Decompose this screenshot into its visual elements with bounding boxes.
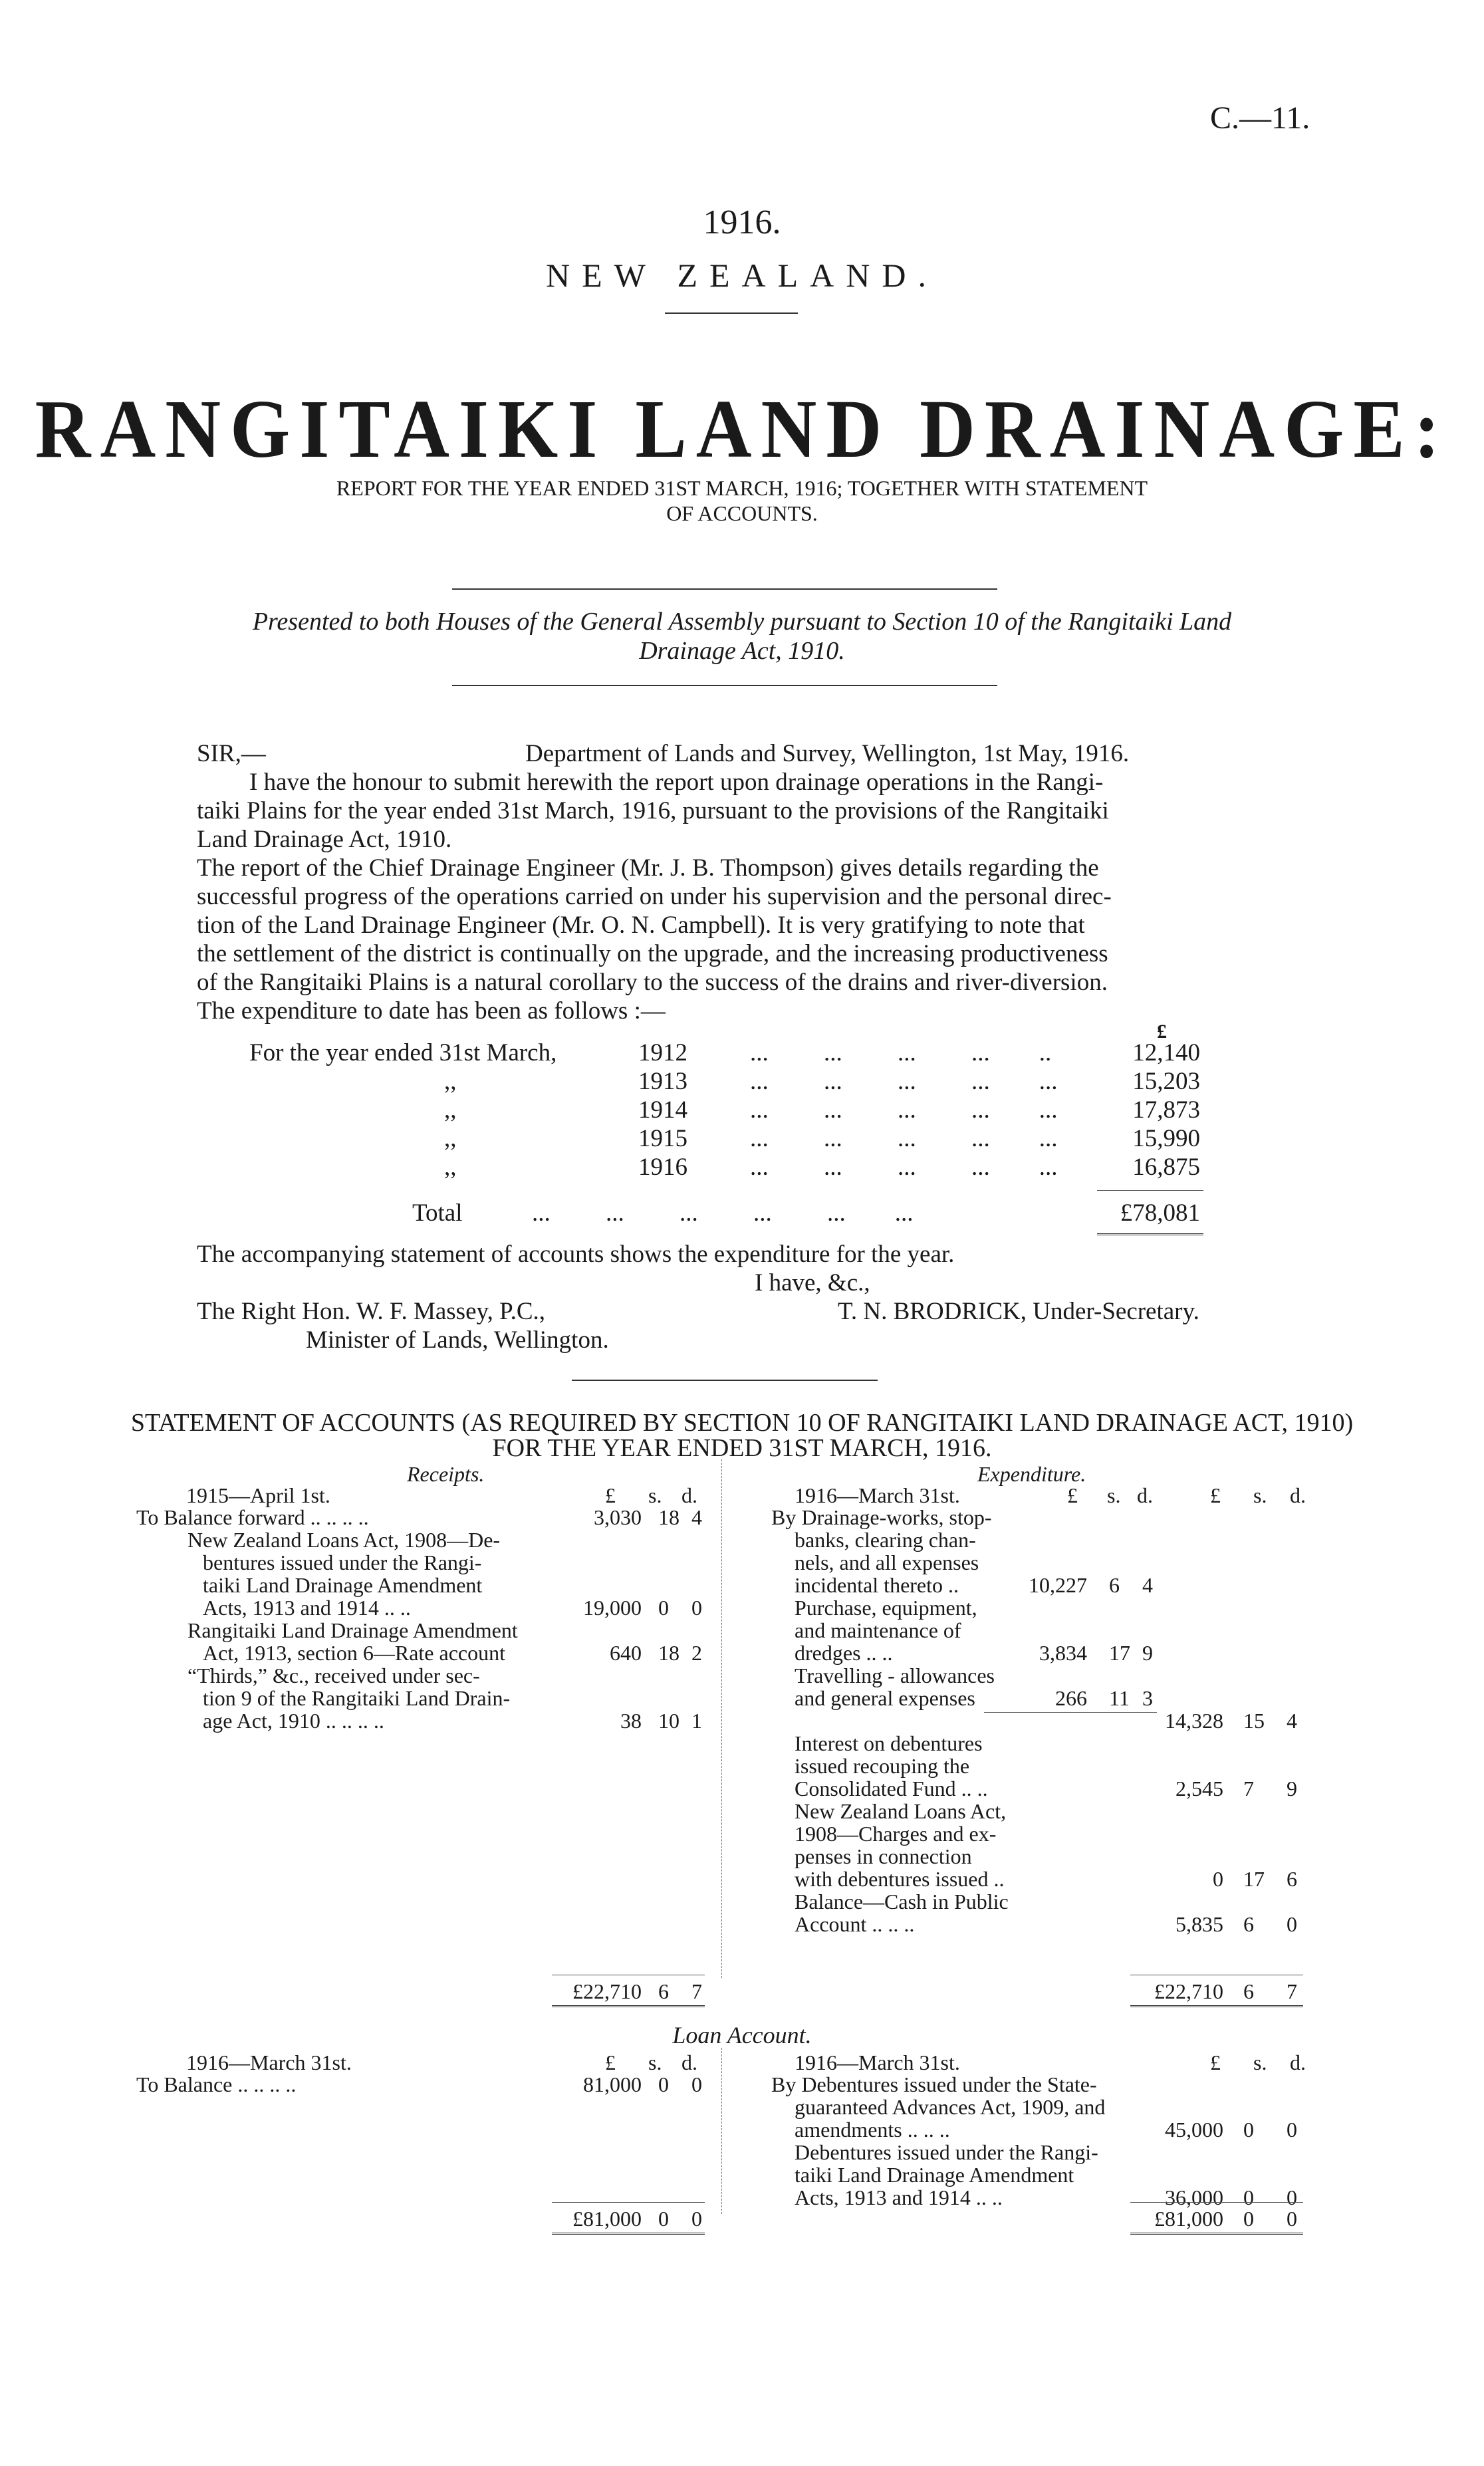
col-pence: d. — [1137, 1483, 1153, 1507]
expenditure-subtotal-pounds: 266 — [1055, 1686, 1087, 1710]
letter-paragraph-line: of the Rangitaiki Plains is a natural corollary to the success of the drains and river-diversion. — [197, 969, 1108, 996]
expenditure-label: ,, — [444, 1096, 457, 1124]
expenditure-shillings: 17 — [1243, 1867, 1265, 1891]
expenditure-pounds: 14,328 — [1165, 1709, 1223, 1733]
total-label: Total — [412, 1199, 463, 1227]
receipts-pounds: 3,030 — [594, 1505, 642, 1529]
expenditure-subtotal-pounds: 10,227 — [1029, 1573, 1087, 1597]
col-pound: £ — [605, 2050, 616, 2074]
divider — [572, 1380, 878, 1381]
col-shilling: s. — [1253, 2050, 1267, 2074]
double-rule — [1130, 2233, 1303, 2237]
expenditure-line: Travelling - allowances — [795, 1664, 995, 1687]
letter-salutation: SIR,— — [197, 740, 266, 767]
double-rule — [1097, 1233, 1203, 1238]
expenditure-line: Consolidated Fund .. .. — [795, 1777, 988, 1800]
loan-expenditure-pounds: 45,000 — [1165, 2118, 1223, 2142]
expenditure-total-pounds: £22,710 — [1154, 1979, 1223, 2003]
expenditure-subtotal-shillings: 6 — [1109, 1573, 1120, 1597]
loan-expenditure-shillings: 0 — [1243, 2185, 1254, 2209]
letter-paragraph-line: successful progress of the operations carried on under his supervision and the personal direc- — [197, 883, 1112, 910]
presented-line-1: Presented to both Houses of the General Assembly pursuant to Section 10 of the Rangitaiki Land — [252, 608, 1232, 636]
col-pence: d. — [681, 1483, 697, 1507]
receipts-line: “Thirds,” &c., received under sec- — [187, 1664, 480, 1687]
expenditure-line: incidental thereto .. — [795, 1573, 959, 1597]
loan-expenditure-total-pounds: £81,000 — [1154, 2207, 1223, 2231]
loan-expenditure-pence: 0 — [1287, 2118, 1297, 2142]
expenditure-line: 1908—Charges and ex- — [795, 1822, 997, 1846]
loan-receipts-total-pounds: £81,000 — [572, 2207, 642, 2231]
receipts-date: 1915—April 1st. — [186, 1483, 330, 1507]
subtitle-line-2: OF ACCOUNTS. — [666, 501, 818, 525]
expenditure-shillings: 6 — [1243, 1912, 1254, 1936]
receipts-pence: 0 — [691, 1596, 702, 1620]
expenditure-pence: 9 — [1287, 1777, 1297, 1800]
expenditure-shillings: 15 — [1243, 1709, 1265, 1733]
expenditure-subtotal-pounds: 3,834 — [1039, 1641, 1087, 1665]
double-rule — [1130, 2005, 1303, 2010]
loan-receipts-date: 1916—March 31st. — [186, 2050, 352, 2074]
receipts-shillings: 18 — [658, 1641, 680, 1665]
col-shilling: s. — [648, 2050, 662, 2074]
col-pence: d. — [681, 2050, 697, 2074]
expenditure-subtotal-pence: 3 — [1142, 1686, 1153, 1710]
receipts-pence: 4 — [691, 1505, 702, 1529]
sum-rule — [1097, 1190, 1203, 1191]
leader-dots: ... ... ... ... ... — [750, 1125, 1058, 1152]
loan-receipts-total-pence: 0 — [691, 2207, 702, 2231]
loan-receipts-pence: 0 — [691, 2072, 702, 2096]
receipts-line: age Act, 1910 .. .. .. .. — [203, 1709, 384, 1733]
expenditure-line: dredges .. .. — [795, 1641, 893, 1665]
expenditure-shillings: 7 — [1243, 1777, 1254, 1800]
expenditure-line: and general expenses — [795, 1686, 975, 1710]
letter-paragraph-line: The report of the Chief Drainage Engineer (Mr. J. B. Thompson) gives details regarding the — [197, 854, 1099, 882]
divider — [452, 588, 997, 590]
loan-account-heading: Loan Account. — [672, 2022, 812, 2048]
expenditure-line: Interest on debentures — [795, 1731, 983, 1755]
receipts-line: bentures issued under the Rangi- — [203, 1550, 482, 1574]
expenditure-pounds: 0 — [1213, 1867, 1223, 1891]
letter-paragraph-line: the settlement of the district is continually on the upgrade, and the increasing productiveness — [197, 940, 1108, 967]
expenditure-subtotal-shillings: 17 — [1109, 1641, 1130, 1665]
statement-title-line-2: FOR THE YEAR ENDED 31ST MARCH, 1916. — [492, 1434, 992, 1462]
expenditure-amount: 15,203 — [1132, 1068, 1200, 1095]
expenditure-pounds: 2,545 — [1175, 1777, 1223, 1800]
expenditure-label: For the year ended 31st March, — [249, 1039, 557, 1066]
leader-dots: ... ... ... ... ... — [750, 1154, 1058, 1181]
expenditure-heading: Expenditure. — [977, 1462, 1086, 1486]
receipts-heading: Receipts. — [407, 1462, 485, 1486]
column-divider — [721, 2048, 722, 2214]
document-reference: C.—11. — [1210, 100, 1310, 136]
letter-paragraph-line: The accompanying statement of accounts shows the expenditure for the year. — [197, 1241, 955, 1268]
expenditure-line: banks, clearing chan- — [795, 1528, 976, 1552]
leader-dots: ... ... ... ... ... — [750, 1096, 1058, 1124]
expenditure-label: ,, — [444, 1125, 457, 1152]
loan-expenditure-line: guaranteed Advances Act, 1909, and — [795, 2095, 1106, 2119]
total-amount: £78,081 — [1120, 1199, 1200, 1227]
expenditure-total-shillings: 6 — [1243, 1979, 1254, 2003]
loan-expenditure-pence: 0 — [1287, 2185, 1297, 2209]
receipts-shillings: 10 — [658, 1709, 680, 1733]
expenditure-date: 1916—March 31st. — [795, 1483, 960, 1507]
expenditure-amount: 15,990 — [1132, 1125, 1200, 1152]
receipts-line: To Balance forward .. .. .. .. — [136, 1505, 369, 1529]
receipts-shillings: 0 — [658, 1596, 669, 1620]
loan-expenditure-line: Debentures issued under the Rangi- — [795, 2140, 1098, 2164]
expenditure-line: Account .. .. .. — [795, 1912, 915, 1936]
col-pound: £ — [1210, 2050, 1221, 2074]
expenditure-line: Purchase, equipment, — [795, 1596, 977, 1620]
page-title: RANGITAIKI LAND DRAINAGE: — [35, 383, 1449, 476]
expenditure-line: Balance—Cash in Public — [795, 1890, 1009, 1913]
expenditure-subtotal-pence: 4 — [1142, 1573, 1153, 1597]
expenditure-year: 1916 — [638, 1154, 687, 1181]
col-pence: d. — [1290, 2050, 1306, 2074]
col-pound: £ — [1067, 1483, 1078, 1507]
loan-receipts-pounds: 81,000 — [583, 2072, 642, 2096]
receipts-shillings: 18 — [658, 1505, 680, 1529]
receipts-total-shillings: 6 — [658, 1979, 669, 2003]
letter-paragraph-line: I have the honour to submit herewith the report upon drainage operations in the Rangi- — [249, 769, 1104, 796]
expenditure-pounds: 5,835 — [1175, 1912, 1223, 1936]
loan-expenditure-line: Acts, 1913 and 1914 .. .. — [795, 2185, 1003, 2209]
country-heading: NEW ZEALAND. — [546, 257, 938, 294]
receipts-pence: 2 — [691, 1641, 702, 1665]
expenditure-year: 1913 — [638, 1068, 687, 1095]
loan-expenditure-pounds: 36,000 — [1165, 2185, 1223, 2209]
expenditure-line: nels, and all expenses — [795, 1550, 979, 1574]
leader-dots: ... ... ... ... ... ... — [532, 1199, 914, 1227]
loan-expenditure-total-shillings: 0 — [1243, 2207, 1254, 2231]
receipts-line: tion 9 of the Rangitaiki Land Drain- — [203, 1686, 511, 1710]
expenditure-total-pence: 7 — [1287, 1979, 1297, 2003]
expenditure-pence: 6 — [1287, 1867, 1297, 1891]
expenditure-amount: 12,140 — [1132, 1039, 1200, 1066]
letter-paragraph-line: taiki Plains for the year ended 31st March, 1916, pursuant to the provisions of the Rangitaiki — [197, 797, 1109, 824]
expenditure-line: By Drainage-works, stop- — [771, 1505, 992, 1529]
receipts-total-pounds: £22,710 — [572, 1979, 642, 2003]
addressee-title: Minister of Lands, Wellington. — [306, 1326, 609, 1354]
letter-paragraph-line: The expenditure to date has been as follows :— — [197, 997, 666, 1025]
col-shilling: s. — [1107, 1483, 1121, 1507]
double-rule — [552, 2005, 705, 2010]
pound-sign: £ — [1157, 1021, 1167, 1043]
expenditure-label: ,, — [444, 1154, 457, 1181]
subtotal-rule — [984, 1712, 1157, 1713]
col-shilling: s. — [648, 1483, 662, 1507]
sum-rule — [1130, 2202, 1303, 2203]
addressee-name: The Right Hon. W. F. Massey, P.C., — [197, 1298, 545, 1325]
receipts-pounds: 19,000 — [583, 1596, 642, 1620]
loan-expenditure-total-pence: 0 — [1287, 2207, 1297, 2231]
double-rule — [552, 2233, 705, 2237]
loan-expenditure-date: 1916—March 31st. — [795, 2050, 960, 2074]
loan-expenditure-shillings: 0 — [1243, 2118, 1254, 2142]
expenditure-subtotal-shillings: 11 — [1109, 1686, 1130, 1710]
subtitle-line-1: REPORT FOR THE YEAR ENDED 31ST MARCH, 1916; TOGETHER WITH STATEMENT — [336, 476, 1148, 500]
loan-receipts-total-shillings: 0 — [658, 2207, 669, 2231]
expenditure-line: and maintenance of — [795, 1618, 961, 1642]
receipts-pounds: 38 — [620, 1709, 642, 1733]
expenditure-line: with debentures issued .. — [795, 1867, 1005, 1891]
col-pound: £ — [1210, 1483, 1221, 1507]
receipts-line: taiki Land Drainage Amendment — [203, 1573, 483, 1597]
loan-receipts-line: To Balance .. .. .. .. — [136, 2072, 297, 2096]
expenditure-year: 1914 — [638, 1096, 687, 1124]
expenditure-amount: 17,873 — [1132, 1096, 1200, 1124]
divider — [665, 312, 798, 314]
divider — [452, 685, 997, 686]
receipts-pounds: 640 — [610, 1641, 642, 1665]
letter-paragraph-line: tion of the Land Drainage Engineer (Mr. O. N. Campbell). It is very gratifying to note that — [197, 912, 1085, 939]
sum-rule — [552, 2202, 705, 2203]
col-shilling: s. — [1253, 1483, 1267, 1507]
loan-expenditure-line: taiki Land Drainage Amendment — [795, 2163, 1074, 2187]
loan-expenditure-line: By Debentures issued under the State- — [771, 2072, 1097, 2096]
leader-dots: ... ... ... ... ... — [750, 1068, 1058, 1095]
col-pence: d. — [1290, 1483, 1306, 1507]
statement-title-line-1: STATEMENT OF ACCOUNTS (AS REQUIRED BY SECTION 10 OF RANGITAIKI LAND DRAINAGE ACT, 1910) — [130, 1409, 1354, 1437]
expenditure-pence: 4 — [1287, 1709, 1297, 1733]
expenditure-subtotal-pence: 9 — [1142, 1641, 1153, 1665]
expenditure-line: penses in connection — [795, 1844, 972, 1868]
expenditure-pence: 0 — [1287, 1912, 1297, 1936]
letter-paragraph-line: Land Drainage Act, 1910. — [197, 826, 452, 853]
document-year: 1916. — [703, 203, 781, 241]
expenditure-year: 1912 — [638, 1039, 687, 1066]
receipts-line: Act, 1913, section 6—Rate account — [203, 1641, 505, 1665]
expenditure-label: ,, — [444, 1068, 457, 1095]
signatory: T. N. BRODRICK, Under-Secretary. — [838, 1298, 1199, 1325]
receipts-total-pence: 7 — [691, 1979, 702, 2003]
letter-address: Department of Lands and Survey, Wellington, 1st May, 1916. — [525, 740, 1130, 767]
expenditure-line: issued recouping the — [795, 1754, 970, 1778]
receipts-line: New Zealand Loans Act, 1908—De- — [187, 1528, 501, 1552]
loan-expenditure-line: amendments .. .. .. — [795, 2118, 950, 2142]
receipts-line: Acts, 1913 and 1914 .. .. — [203, 1596, 411, 1620]
letter-closing: I have, &c., — [755, 1269, 870, 1296]
expenditure-year: 1915 — [638, 1125, 687, 1152]
expenditure-amount: 16,875 — [1132, 1154, 1200, 1181]
receipts-pence: 1 — [691, 1709, 702, 1733]
presented-line-2: Drainage Act, 1910. — [639, 637, 845, 665]
loan-receipts-shillings: 0 — [658, 2072, 669, 2096]
column-divider — [721, 1459, 722, 1978]
receipts-line: Rangitaiki Land Drainage Amendment — [187, 1618, 518, 1642]
leader-dots: ... ... ... ... .. — [750, 1039, 1052, 1066]
col-pound: £ — [605, 1483, 616, 1507]
expenditure-line: New Zealand Loans Act, — [795, 1799, 1007, 1823]
